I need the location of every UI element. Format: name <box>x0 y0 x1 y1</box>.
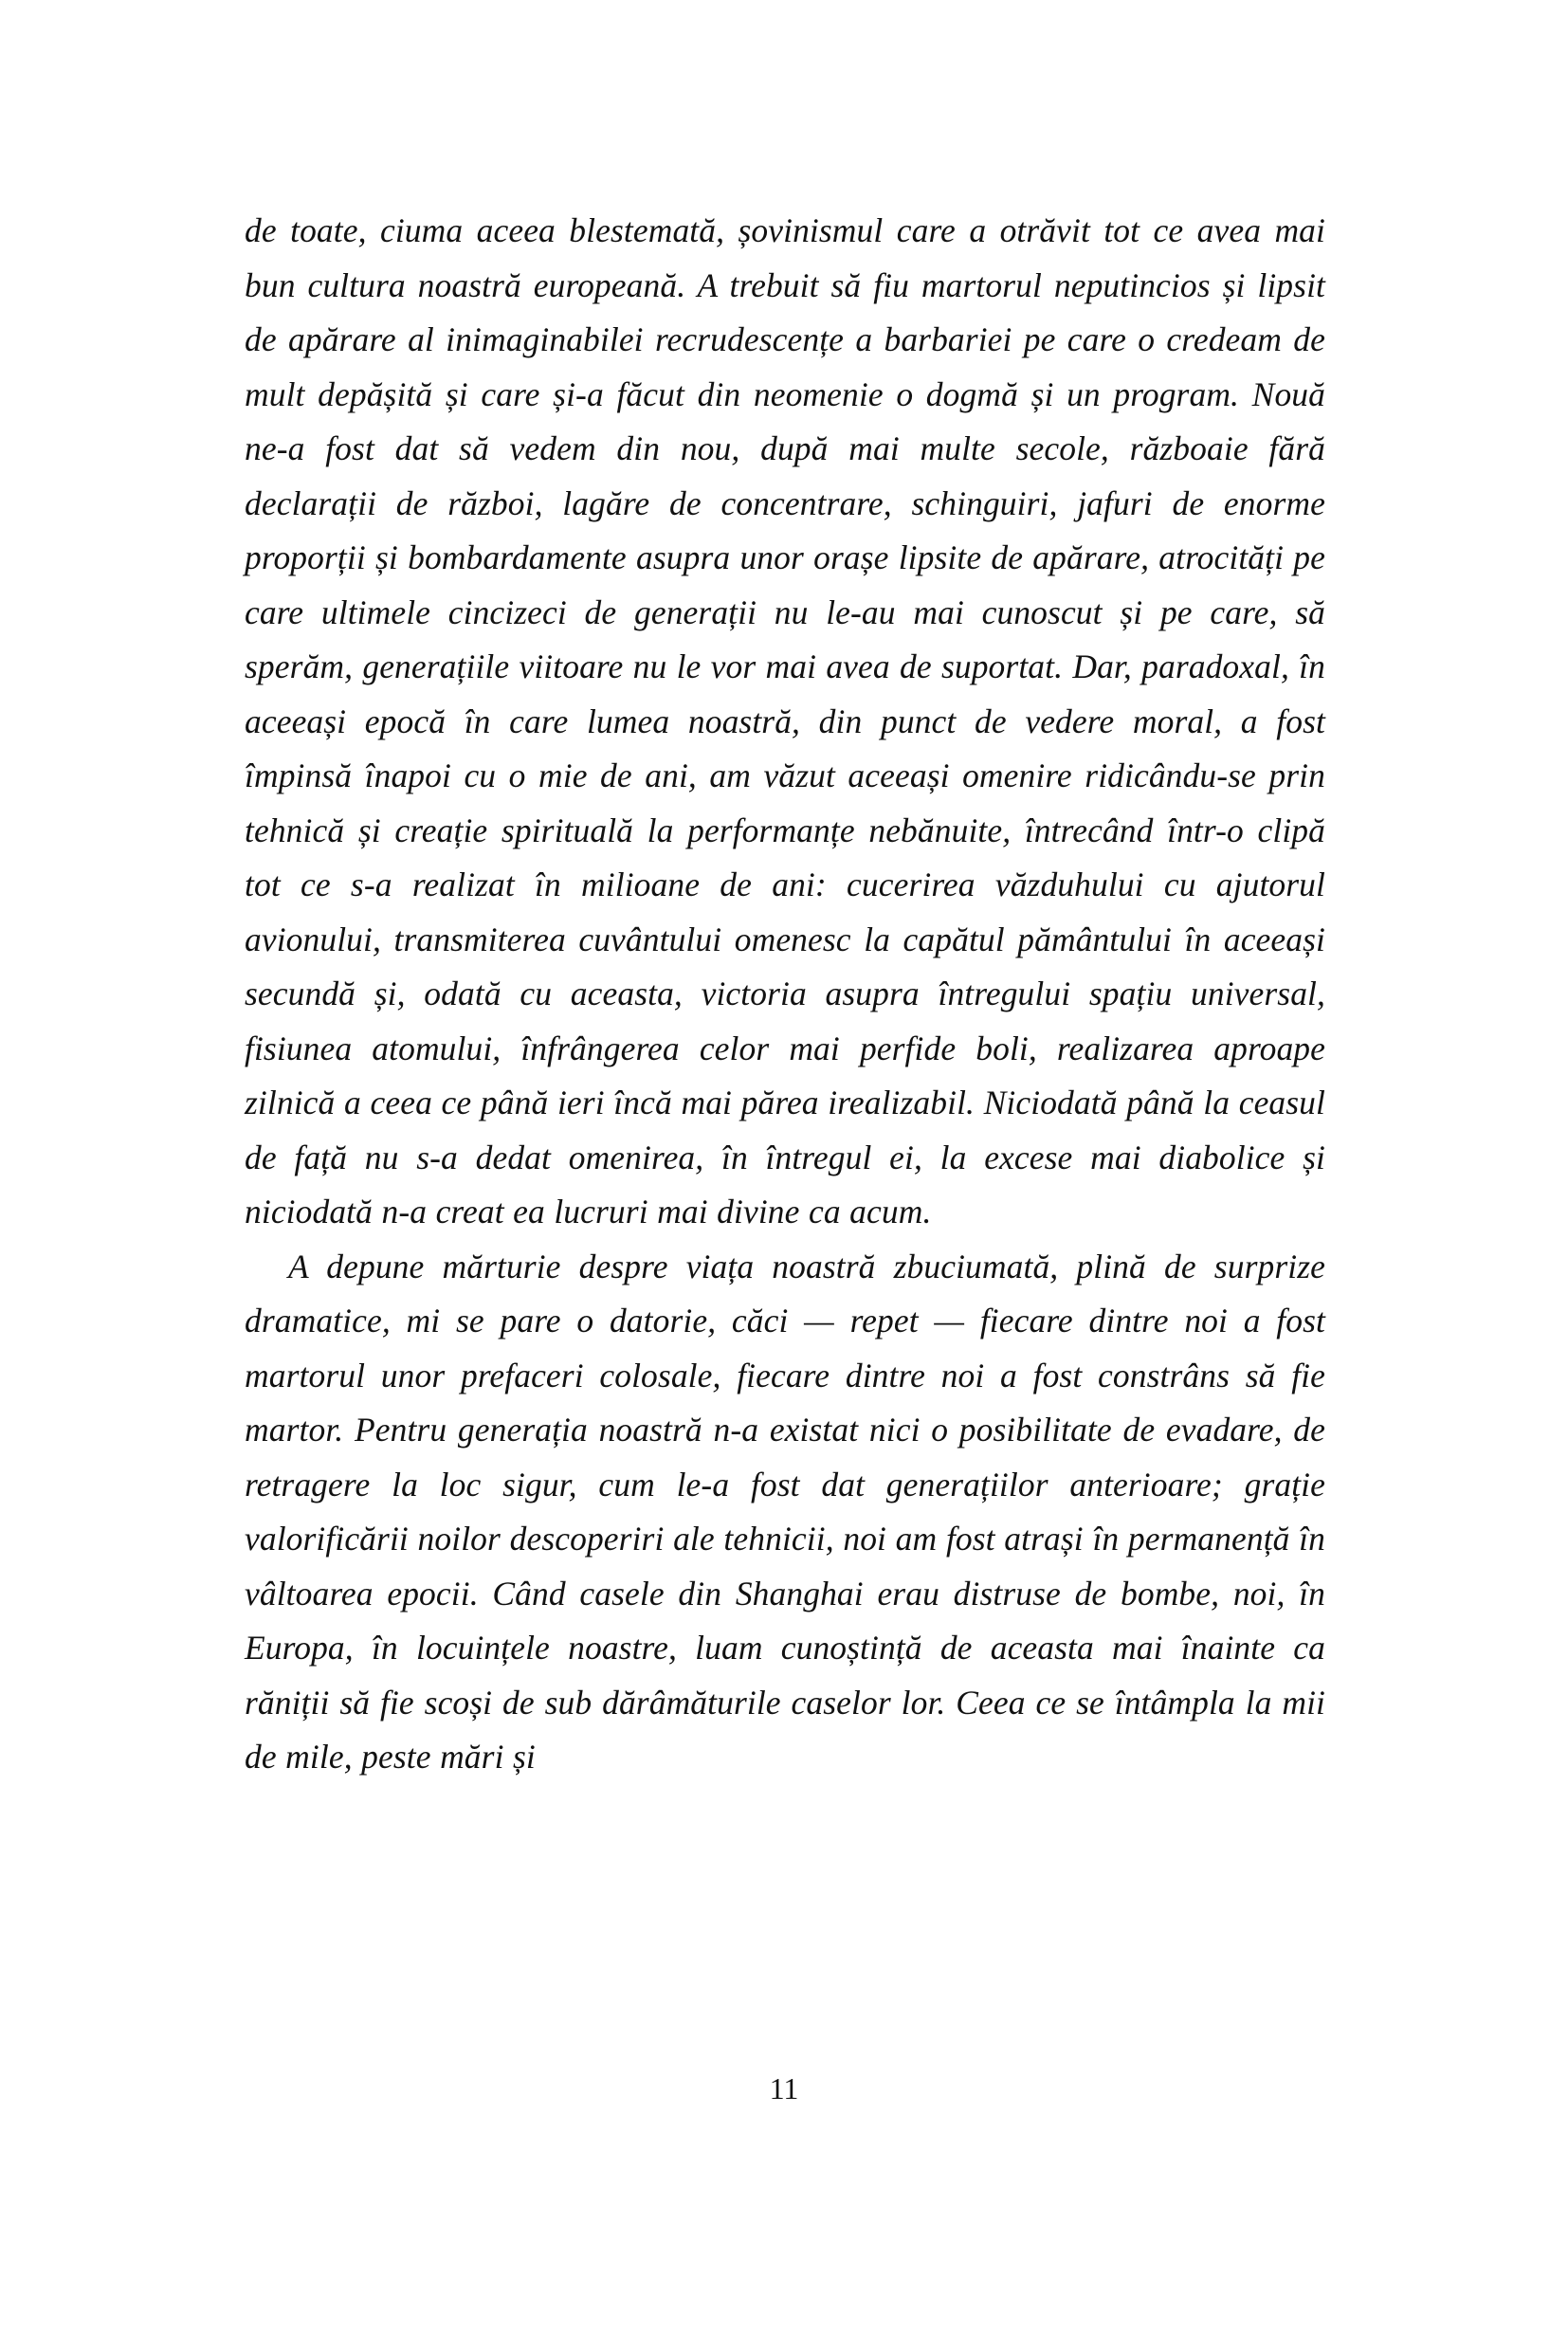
page-text-block <box>245 204 1325 1785</box>
page-number: 11 <box>769 2071 799 2105</box>
paragraph: de toate, ciuma aceea blestemată, șovinismul care a otrăvit tot ce avea mai bun cultura noastră europeană. A trebuit să fiu martorul neputincios și lipsit de apărare al inimaginabilei recrudescențe a barbariei pe care o credeam de mult depășită și care și-a făcut din neomenie o dogmă și un program. Nouă ne-a fost dat să vedem din nou, după mai multe secole, războaie fără declarații de război, lagăre de concentrare, schinguiri, jafuri de enorme proporții și bombardamente asupra unor orașe lipsite de apărare, atrocități pe care ultimele cincizeci de generații nu le-au mai cunoscut și pe care, să sperăm, generațiile viitoare nu le vor mai avea de suportat. Dar, paradoxal, în aceeași epocă în care lumea noastră, din punct de vedere moral, a fost împinsă înapoi cu o mie de ani, am văzut aceeași omenire ridicându-se prin tehnică și creație spirituală la performanțe nebănuite, întrecând într-o clipă tot ce s-a realizat în milioane de ani: cucerirea văzduhului cu ajutorul avionului, transmiterea cuvântului omenesc la capătul pământului în aceeași secundă și, odată cu aceasta, victoria asupra întregului spațiu universal, fisiunea atomului, înfrângerea celor mai perfide boli, realizarea aproape zilnică a ceea ce până ieri încă mai părea irealizabil. Niciodată până la ceasul de față nu s-a dedat omenirea, în întregul ei, la excese mai diabolice și niciodată n-a creat ea lucruri mai divine ca acum. <box>245 211 1325 1230</box>
paragraph: A depune mărturie despre viața noastră zbuciumată, plină de surprize dramatice, mi se pare o datorie, căci — repet — fiecare dintre noi a fost martorul unor prefaceri colosale, fiecare dintre noi a fost constrâns să fie martor. Pentru generația noastră n-a existat nici o posibilitate de evadare, de retragere la loc sigur, cum le-a fost dat generațiilor anterioare; grație valorificării noilor descoperiri ale tehnicii, noi am fost atrași în permanență în vâltoarea epocii. Când casele din Shanghai erau distruse de bombe, noi, în Europa, în locuințele noastre, luam cunoștință de aceasta mai înainte ca răniții să fie scoși de sub dărâmăturile caselor lor. Ceea ce se întâmpla la mii de mile, peste mări și <box>245 1247 1325 1776</box>
